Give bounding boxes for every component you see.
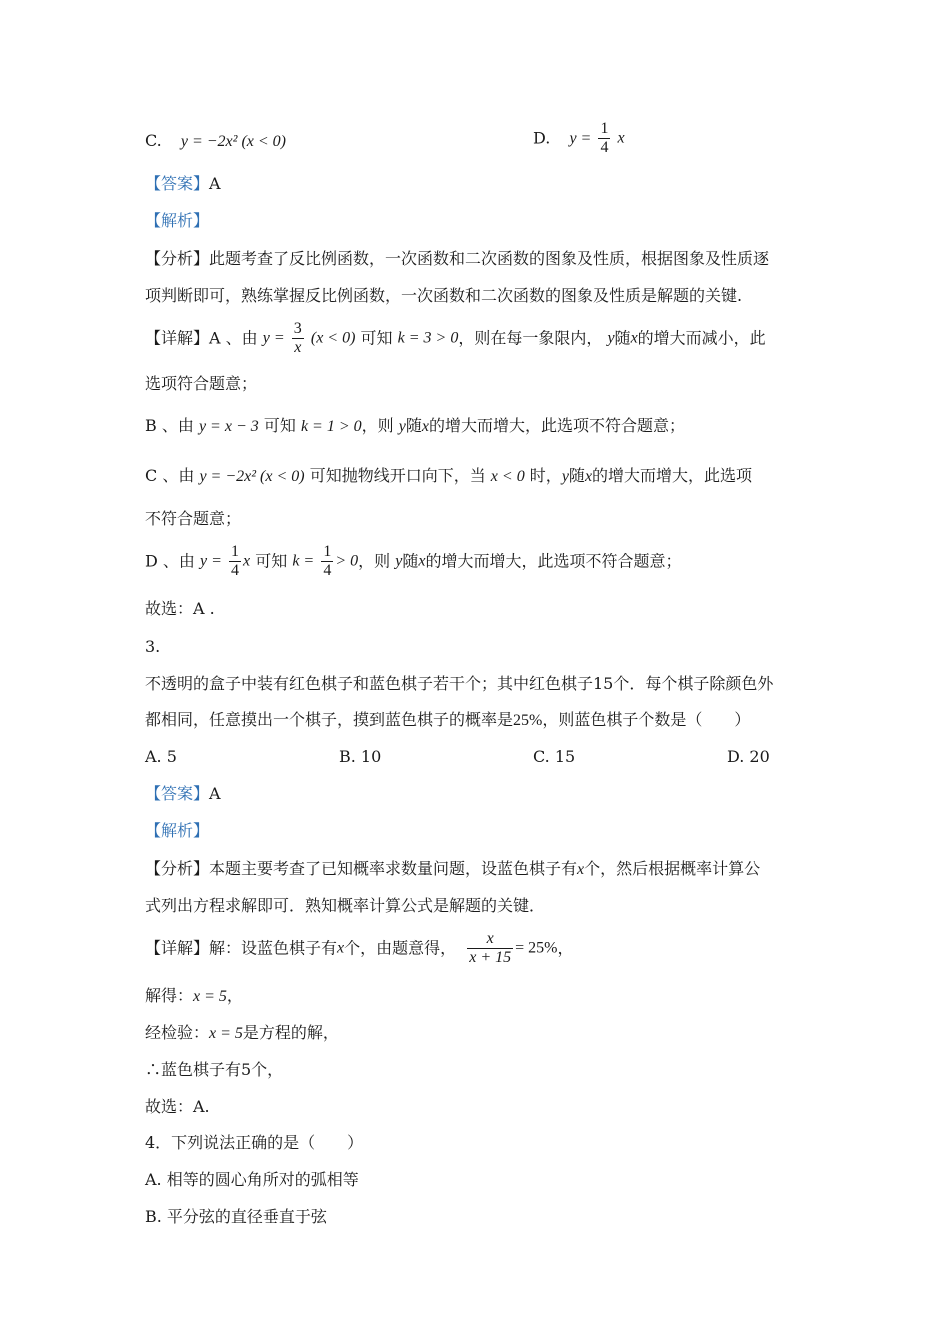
q3-stem-pct: 25%: [513, 712, 543, 729]
q3-option-c: C. 15: [533, 747, 576, 766]
option-d-math-prefix: y =: [569, 129, 592, 147]
q3-solve-pre: 解得：: [145, 986, 194, 1005]
q3-solve-end: ，: [226, 986, 243, 1005]
option-c-label: C.: [145, 131, 162, 150]
detail-c-prefix: C 、由: [145, 466, 195, 485]
detail-b-prefix: B 、由: [145, 416, 194, 435]
detail-a-tail: 的增大而减小，此: [637, 328, 766, 348]
detail-a-mid: 可知: [360, 328, 393, 348]
detail-a-y: y =: [262, 329, 285, 347]
option-d-fraction: [598, 120, 610, 157]
detail-d-x2: x: [418, 552, 426, 570]
detail-c-eq: y = −2x² (x < 0): [199, 468, 305, 485]
q3-check-eq: x = 5: [209, 1025, 243, 1042]
option-d-num: 1: [600, 120, 609, 137]
detail-c-cond: x < 0: [490, 468, 525, 485]
q3-stem-pre: 都相同，任意摸出一个棋子，摸到蓝色棋子的概率是: [145, 710, 514, 729]
q3-fenxi-x: x: [577, 861, 585, 878]
detail-c-post: 时，: [529, 466, 562, 485]
q4-stem: 4．下列说法正确的是（ ）: [145, 1133, 364, 1152]
detail-c-sui: 随: [568, 466, 585, 485]
detail-b-eq: y = x − 3: [198, 418, 259, 435]
detail-d-k-fraction: [321, 543, 333, 580]
q3-answer-tag: 【答案】: [145, 784, 210, 803]
detail-d-kden: 4: [323, 562, 332, 579]
detail-d-post: ，则: [358, 551, 391, 571]
q3-detail-pre: 解：设蓝色棋子有: [209, 938, 338, 958]
q2-detail-b: [145, 415, 685, 438]
detail-c-tail: 的增大而增大，此选项: [592, 466, 753, 485]
q3-fenxi-pre: 本题主要考查了已知概率求数量问题，设蓝色棋子有: [209, 859, 578, 878]
q2-fenxi-line-2: 项判断即可，熟练掌握反比例函数，一次函数和二次函数的图象及性质是解题的关键.: [145, 286, 743, 305]
detail-d-fraction: [229, 543, 241, 580]
q4-option-a: A. 相等的圆心角所对的弧相等: [145, 1170, 359, 1189]
detail-c-y: y: [561, 468, 569, 485]
q3-stem-line-2: [145, 709, 750, 732]
q3-check-pre: 经检验：: [145, 1023, 210, 1042]
detail-d-knum: 1: [323, 543, 332, 560]
detail-d-tail: 的增大而增大，此选项不符合题意；: [425, 551, 682, 571]
detail-a-num: 3: [293, 320, 302, 337]
detail-a-cond: (x < 0): [310, 329, 356, 347]
detail-b-k: k = 1 > 0: [300, 418, 362, 435]
q4-option-b: B. 平分弦的直径垂直于弦: [145, 1207, 327, 1226]
detail-b-y: y: [398, 418, 406, 435]
detail-d-prefix: D 、由: [145, 551, 195, 571]
detail-c-mid: 可知抛物线开口向下，当: [309, 466, 486, 485]
q3-check: [145, 1022, 339, 1045]
q3-option-b: B. 10: [339, 747, 382, 766]
q3-fenxi-tag: 【分析】: [145, 859, 210, 878]
q2-jiexi-tag: 【解析】: [145, 211, 210, 230]
q3-detail-x: x: [337, 939, 345, 957]
answer-value: A: [209, 174, 221, 193]
q2-detail-d: [145, 543, 681, 580]
q3-solve: [145, 985, 243, 1008]
q3-option-d: D. 20: [727, 747, 770, 766]
detail-a-y2: y: [607, 329, 615, 347]
option-d: [533, 120, 625, 157]
option-d-den: 4: [600, 139, 609, 156]
q3-detail-mid: 个，由题意得，: [344, 938, 457, 958]
q3-stem-post: ，则蓝色棋子个数是（ ）: [542, 710, 751, 729]
q2-detail-c: [145, 465, 752, 488]
detail-d-den: 4: [231, 562, 240, 579]
q3-equation-fraction: [467, 930, 513, 967]
detail-a-fraction: [292, 320, 304, 357]
answer-tag: 【答案】: [145, 174, 210, 193]
q3-therefore: ∴蓝色棋子有5个，: [145, 1060, 284, 1079]
q3-stem-line-1: 不透明的盒子中装有红色棋子和蓝色棋子若干个；其中红色棋子15个．每个棋子除颜色外: [145, 674, 774, 693]
q3-answer: [145, 783, 221, 805]
q3-eq-den: x + 15: [469, 949, 512, 966]
detail-tag: 【详解】: [145, 328, 210, 348]
q2-detail-a-line-2: 选项符合题意；: [145, 374, 258, 393]
option-c-math: y = −2x² (x < 0): [180, 133, 287, 150]
detail-d-kgt: > 0: [335, 552, 359, 570]
q3-jiexi-tag: 【解析】: [145, 821, 210, 840]
q3-answer-value: A: [209, 784, 221, 803]
detail-d-y: y =: [200, 552, 222, 570]
detail-a-sui: 随: [614, 328, 631, 348]
detail-d-num: 1: [231, 543, 240, 560]
q3-option-a: A. 5: [145, 747, 177, 766]
detail-a-den: x: [294, 339, 302, 356]
detail-b-mid: 可知: [263, 416, 296, 435]
option-c: [145, 130, 286, 153]
q3-detail: [145, 930, 574, 967]
q2-detail-a: [145, 320, 766, 357]
detail-d-mid: 可知: [255, 551, 288, 571]
q2-detail-c-line-2: 不符合题意；: [145, 509, 242, 528]
q3-fenxi-line-2: 式列出方程求解即可．熟知概率计算公式是解题的关键．: [145, 896, 546, 915]
detail-a-k: k = 3 > 0: [397, 329, 459, 347]
q2-conclusion: 故选：A .: [145, 599, 215, 618]
detail-d-x: x: [243, 552, 251, 570]
detail-c-x: x: [584, 468, 593, 485]
detail-a-prefix: A 、由: [209, 328, 258, 348]
q3-solve-eq: x = 5: [193, 988, 227, 1005]
q3-number: 3.: [145, 637, 161, 656]
fenxi-tag: 【分析】: [145, 249, 210, 268]
q3-detail-tag: 【详解】: [145, 938, 210, 958]
detail-d-y2: y: [395, 552, 403, 570]
detail-b-post: ，则: [361, 416, 394, 435]
q3-fenxi-post: 个，然后根据概率计算公: [584, 859, 761, 878]
detail-d-k: k =: [292, 552, 315, 570]
detail-b-sui: 随: [405, 416, 422, 435]
option-d-label: D.: [533, 128, 551, 148]
q3-fenxi-line-1: [145, 858, 760, 881]
detail-a-post: ，则在每一象限内，: [458, 328, 603, 348]
q3-conclusion: 故选：A.: [145, 1097, 210, 1116]
detail-b-tail: 的增大而增大，此选项不符合题意；: [429, 416, 686, 435]
q3-eq-end: ，: [557, 938, 574, 958]
q2-answer: [145, 173, 221, 195]
q2-fenxi-line-1: [145, 248, 769, 270]
detail-a-x2: x: [630, 329, 638, 347]
detail-d-sui: 随: [402, 551, 419, 571]
option-d-math-suffix: x: [617, 129, 625, 147]
q3-eq-num: x: [467, 930, 513, 949]
q3-check-post: 是方程的解，: [242, 1023, 339, 1042]
q3-eq-rhs: = 25%: [515, 939, 558, 957]
detail-b-x: x: [421, 418, 429, 435]
fenxi-text-1: 此题考查了反比例函数，一次函数和二次函数的图象及性质，根据图象及性质逐: [209, 249, 770, 268]
